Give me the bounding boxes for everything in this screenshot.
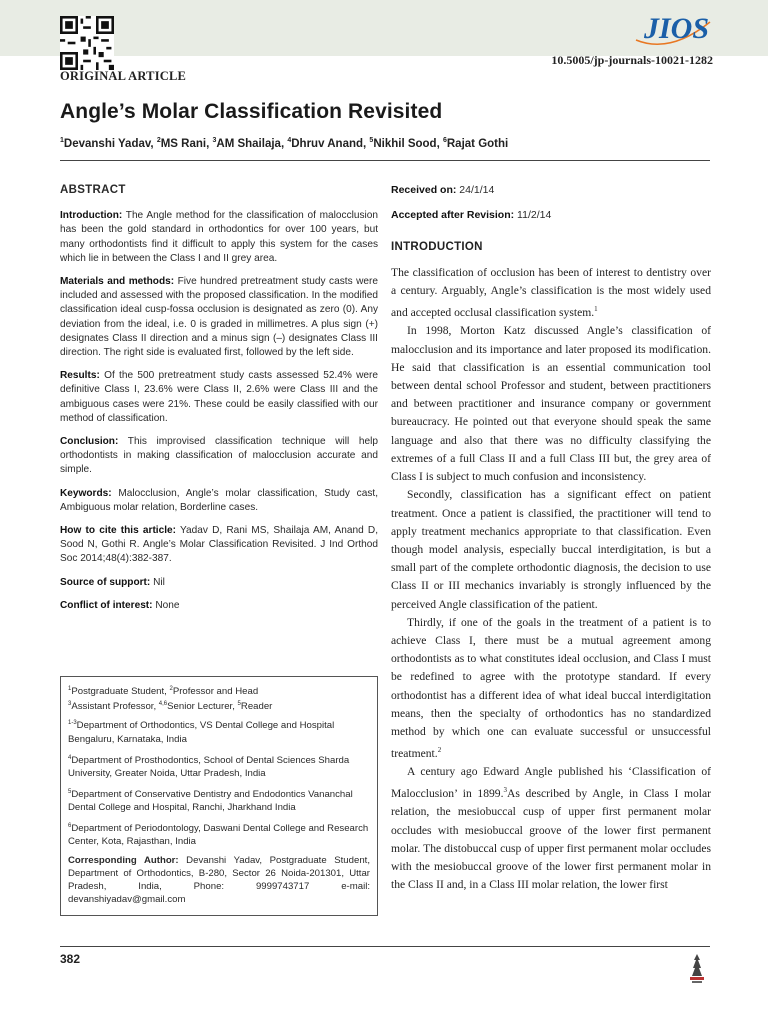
affiliation-dept: $^4$Department of Prosthodontics, School of Dental Sciences Sharda University, Greater Noida, Uttar Pradesh, India [68, 754, 350, 779]
introduction-heading: INTRODUCTION [391, 241, 483, 253]
abstract-results: Results: Of the 500 pretreatment study casts assessed 52.4% were definitive Class I, 23.6% were Class II, 2.6% were Class III and the ambiguous cases were 21%. These could be easily classified with our method of classification. [60, 370, 378, 424]
author-name: Nikhil Sood [373, 137, 437, 150]
abstract-methods: Materials and methods: Five hundred pretreatment study casts were included and assessed with the proposed classification. In the modified classification ideal cusp-fossa occlusion is designated as zero (0). Any deviation from the ideal, i.e. 0 is graded in millimetres. A plus sign (+) designates Class II direction and a minus sign (–) designates Class III direction. The right side is evaluated first, followed by the left side. [60, 276, 378, 359]
author-name: AM Shailaja [216, 137, 281, 150]
abstract-introduction: Introduction: The Angle method for the classification of malocclusion has been the gold standard in orthodontics for over 100 years, but many orthodontists find it difficult to apply this system for the cases which lie in between the Class I and II grey area. [60, 210, 378, 264]
citation: How to cite this article: Yadav D, Rani MS, Shailaja AM, Anand D, Sood N, Gothi R. Angle’s Molar Classification Revisited. J Ind Orthod Soc 2014;48(4):382-387. [60, 525, 378, 565]
doi: 10.5005/jp-journals-10021-1282 [551, 53, 713, 67]
affiliation-dept: $^6$Department of Periodontology, Daswani Dental College and Research Center, Kota, Rajasthan, India [68, 822, 369, 848]
paragraph: In 1998, Morton Katz discussed Angle’s classification of malocclusion and its importance and later proposed its modification. He said that classification is an essential communication tool between dental school Professor and student, between practitioners and between practitioner and insurance company or government bureaucracy. He pointed out that everyone should speak the same language and also that there was no difficulty classifying the extremes of a full Class II and a full Class III but, the grey area of Class I is subject to much confusion and inconsistency. [391, 324, 711, 484]
page-title: Angle’s Molar Classification Revisited [60, 100, 443, 123]
journal-logo [630, 10, 714, 54]
conflict-of-interest: Conflict of interest: None [60, 599, 180, 611]
corresponding-author: Corresponding Author: Devanshi Yadav, Postgraduate Student, Department of Orthodontics, B-280, Sector 26 Noida-201301, Uttar Pradesh, India, Phone: 9999743717 e-mail: devanshiyadav@gmail.com [68, 855, 370, 906]
affiliation-dept: $^{1-3}$Department of Orthodontics, VS Dental College and Hospital Bengaluru, Karnataka, India [68, 720, 335, 745]
author-name: Rajat Gothi [446, 137, 509, 150]
article-type: ORIGINAL ARTICLE [60, 69, 187, 83]
author-name: Devanshi Yadav [63, 137, 151, 150]
abstract-conclusion: Conclusion: This improvised classification technique will help orthodontists in making classification of malocclusion accurate and simple. [60, 436, 378, 476]
accepted-date: Accepted after Revision: 11/2/14 [391, 209, 552, 221]
main-column [391, 183, 711, 894]
received-date: Received on: 24/1/14 [391, 184, 495, 196]
header-divider [60, 160, 710, 161]
author-list: $^1$Devanshi Yadav, $^2$MS Rani, $^3$AM Shailaja, $^4$Dhruv Anand, $^5$Nikhil Sood, $^6$Rajat Gothi [60, 137, 509, 150]
qr-code-icon [60, 16, 114, 70]
paragraph: Thirdly, if one of the goals in the treatment of a patient is to achieve Class I, there must be a mutual agreement among orthodontists as to what constitutes ideal occlusion, and Class I must be redefined to agree with the prototype standard. If every orthodontist has a different idea of what ideal buccal interdigitation means, then the specialty of orthodontics has no standardized method by which one can evaluate successful or unsuccessful treatment.$^2$ [391, 615, 711, 760]
page-number: 382 [60, 952, 81, 966]
source-of-support: Source of support: Nil [60, 576, 165, 588]
society-seal-icon [686, 952, 708, 986]
author-name: MS Rani [160, 137, 207, 150]
paragraph: A century ago Edward Angle published his ‘Classification of Malocclusion’ in 1899.$^3$As described by Angle, in Class I molar relation, the mesiobuccal cusp of upper first permanent molar occludes with mesiobuccal groove of the lower first permanent molar. The distobuccal cusp of upper first permanent molar occludes with the mesiobuccal groove of the lower first permanent molar in the Class II and, in a Class III molar relation, the lower first [391, 765, 712, 892]
affiliation-roles: $^1$Postgraduate Student, $^2$Professor and Head $^3$Assistant Professor, $^{4,6}$Senior Lecturer, $^5$Reader [68, 686, 273, 713]
abstract-heading: ABSTRACT [60, 184, 126, 196]
paragraph: The classification of occlusion has been of interest to dentistry over a century. Arguably, Angle’s classification is the most widely used and accepted occlusal classification system.$^1$ [391, 266, 711, 320]
logo-text: JIOS [644, 12, 710, 45]
affiliation-dept: $^5$Department of Conservative Dentistry and Endodontics Vananchal Dental College and Hospital, Ranchi, Jharkhand India [68, 788, 353, 813]
affiliations-box [60, 676, 378, 916]
abstract-column [60, 183, 378, 622]
keywords: Keywords: Malocclusion, Angle’s molar classification, Study cast, Ambiguous molar relation, Borderline cases. [60, 487, 378, 513]
author-name: Dhruv Anand [291, 137, 364, 150]
paragraph: Secondly, classification has a significant effect on patient treatment. Once a patient is classified, the practitioner will tend to apply treatment mechanics appropriate to that classification. Even though model analysis, especially buccal interdigitation, is but a small part of the complete orthodontic diagnosis, the decision to use Class II or III mechanics invariably is strongly influenced by the perceived Angle classification of the patient. [391, 488, 711, 611]
footer-divider [60, 946, 710, 947]
introduction-body [391, 264, 711, 894]
article-dates [391, 183, 711, 222]
